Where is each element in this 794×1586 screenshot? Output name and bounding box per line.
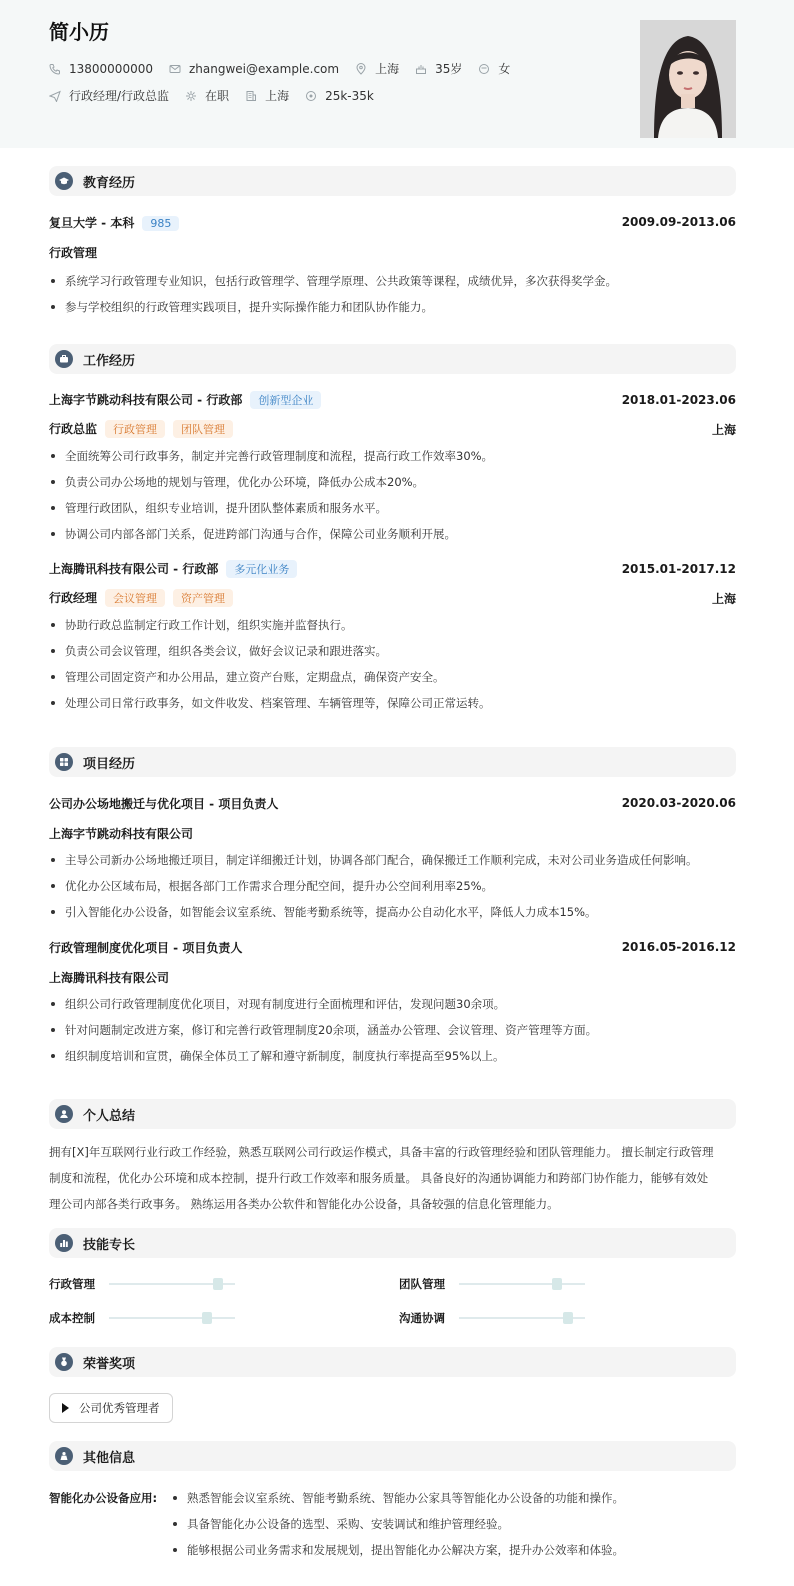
contact-row	[49, 60, 526, 77]
skill-bar	[109, 1317, 235, 1319]
company-tag: 创新型企业	[250, 391, 321, 409]
salary-text: 25k-35k	[325, 88, 374, 103]
project-company: 上海腾讯科技有限公司	[49, 970, 170, 985]
job-position: 行政经理	[49, 591, 98, 605]
project-name: 行政管理制度优化项目 - 项目负责人	[49, 940, 243, 955]
skill-name: 团队管理	[399, 1277, 445, 1291]
other-title: 其他信息	[83, 1450, 136, 1466]
play-icon	[62, 1403, 69, 1413]
education-date: 2009.09-2013.06	[621, 215, 736, 229]
phone-text: 13800000000	[69, 61, 153, 76]
user-icon	[55, 1105, 73, 1123]
skill-bar	[459, 1317, 585, 1319]
skill-item	[399, 1276, 585, 1292]
phone-icon	[49, 63, 61, 75]
status-item	[185, 87, 229, 104]
list-item: 优化办公区域布局，根据各部门工作需求合理分配空间，提升办公空间利用率25%。	[49, 873, 736, 899]
award-item[interactable]	[49, 1393, 173, 1423]
list-item: 具备智能化办公设备的选型、采购、安装调试和维护管理经验。	[171, 1511, 736, 1537]
skills-title: 技能专长	[83, 1237, 136, 1253]
projects-title: 项目经历	[83, 756, 136, 772]
other-section	[49, 1441, 736, 1563]
skill-item	[49, 1310, 235, 1326]
list-item: 系统学习行政管理专业知识，包括行政管理学、管理学原理、公共政策等课程，成绩优异，多次获得奖学金。	[49, 268, 736, 294]
age-item	[415, 60, 462, 77]
skill-tag: 会议管理	[105, 589, 165, 607]
company-tag: 多元化业务	[226, 560, 297, 578]
summary-title: 个人总结	[83, 1108, 136, 1124]
list-item: 处理公司日常行政事务，如文件收发、档案管理、车辆管理等，保障公司正常运转。	[49, 690, 736, 716]
list-item: 管理行政团队，组织专业培训，提升团队整体素质和服务水平。	[49, 495, 736, 521]
skill-name: 成本控制	[49, 1311, 95, 1325]
email-item	[169, 62, 339, 76]
summary-header	[49, 1099, 736, 1129]
work-header	[49, 344, 736, 374]
city-text: 上海	[375, 62, 400, 76]
award-text: 公司优秀管理者	[79, 1401, 160, 1415]
list-item: 针对问题制定改进方案，修订和完善行政管理制度20余项，涵盖办公管理、会议管理、资产管理等方面。	[49, 1017, 736, 1043]
education-section	[49, 166, 736, 320]
skill-tag: 资产管理	[173, 589, 233, 607]
list-item: 参与学校组织的行政管理实践项目，提升实际操作能力和团队协作能力。	[49, 294, 736, 320]
school-tag: 985	[142, 216, 179, 231]
candidate-name: 简小历	[49, 20, 109, 44]
skill-knob	[213, 1278, 223, 1290]
education-major: 行政管理	[49, 245, 98, 260]
job-intent-row	[49, 87, 390, 104]
list-item: 组织制度培训和宣贯，确保全体员工了解和遵守新制度，制度执行率提高至95%以上。	[49, 1043, 736, 1069]
other-content	[49, 1485, 736, 1563]
job-date: 2015.01-2017.12	[621, 562, 736, 576]
gear-icon	[185, 90, 197, 102]
project-date: 2020.03-2020.06	[621, 796, 736, 810]
summary-line: 制度和流程，优化办公环境和成本控制，提升行政工作效率和服务质量。 具备良好的沟通协调能力和跨部门协作能力，能够有效处	[49, 1171, 709, 1185]
send-icon	[49, 90, 61, 102]
skills-header	[49, 1228, 736, 1258]
job-entry	[49, 390, 736, 547]
work-title: 工作经历	[83, 353, 136, 369]
awards-section	[49, 1347, 736, 1423]
mail-icon	[169, 63, 181, 75]
list-item: 负责公司会议管理，组织各类会议，做好会议记录和跟进落实。	[49, 638, 736, 664]
education-title: 教育经历	[83, 175, 136, 191]
list-item: 主导公司新办公场地搬迁项目，制定详细搬迁计划，协调各部门配合，确保搬迁工作顺利完成，未对公司业务造成任何影响。	[49, 847, 736, 873]
gender-text: 女	[498, 62, 511, 76]
job-date: 2018.01-2023.06	[621, 393, 736, 407]
project-company: 上海字节跳动科技有限公司	[49, 826, 194, 841]
target-city-item	[245, 87, 289, 104]
education-header	[49, 166, 736, 196]
skill-item	[399, 1310, 585, 1326]
education-bullets	[49, 268, 736, 320]
puzzle-icon	[55, 1447, 73, 1465]
job-entry	[49, 559, 736, 716]
skill-name: 沟通协调	[399, 1311, 445, 1325]
list-item: 引入智能化办公设备，如智能会议室系统、智能考勤系统等，提高办公自动化水平，降低人力成本15%。	[49, 899, 736, 925]
work-section	[49, 344, 736, 716]
company-name: 上海腾讯科技有限公司 - 行政部	[49, 562, 219, 576]
grid-icon	[55, 753, 73, 771]
skills-section	[49, 1228, 736, 1338]
briefcase-icon	[55, 350, 73, 368]
bar-chart-icon	[55, 1234, 73, 1252]
awards-header	[49, 1347, 736, 1377]
target-job-item	[49, 87, 169, 104]
target-job-text: 行政经理/行政总监	[69, 89, 170, 103]
target-city-text: 上海	[265, 89, 290, 103]
projects-section	[49, 747, 736, 1069]
profile-photo	[640, 20, 736, 138]
skill-name: 行政管理	[49, 1277, 95, 1291]
skill-bar	[109, 1283, 235, 1285]
cake-icon	[415, 63, 427, 75]
summary-section	[49, 1099, 736, 1217]
summary-text	[49, 1139, 736, 1217]
job-location: 上海	[711, 591, 736, 606]
list-item: 全面统筹公司行政事务，制定并完善行政管理制度和流程，提高行政工作效率30%。	[49, 443, 736, 469]
job-location: 上海	[711, 422, 736, 437]
other-label: 智能化办公设备应用:	[49, 1491, 158, 1505]
list-item: 组织公司行政管理制度优化项目，对现有制度进行全面梳理和评估，发现问题30余项。	[49, 991, 736, 1017]
salary-item	[305, 89, 374, 103]
list-item: 协助行政总监制定行政工作计划，组织实施并监督执行。	[49, 612, 736, 638]
status-text: 在职	[205, 89, 230, 103]
projects-header	[49, 747, 736, 777]
building-icon	[245, 90, 257, 102]
list-item: 协调公司内部各部门关系，促进跨部门沟通与合作，保障公司业务顺利开展。	[49, 521, 736, 547]
graduation-cap-icon	[55, 172, 73, 190]
skill-bar	[459, 1283, 585, 1285]
skill-knob	[563, 1312, 573, 1324]
project-entry	[49, 793, 736, 925]
school-name: 复旦大学 - 本科	[49, 215, 135, 230]
gender-item	[478, 60, 510, 77]
list-item: 能够根据公司业务需求和发展规划，提出智能化办公解决方案，提升办公效率和体验。	[171, 1537, 736, 1563]
resume-header	[0, 0, 794, 148]
list-item: 负责公司办公场地的规划与管理，优化办公环境，降低办公成本20%。	[49, 469, 736, 495]
other-header	[49, 1441, 736, 1471]
list-item: 熟悉智能会议室系统、智能考勤系统、智能办公家具等智能化办公设备的功能和操作。	[171, 1485, 736, 1511]
project-date: 2016.05-2016.12	[621, 940, 736, 954]
skill-knob	[202, 1312, 212, 1324]
job-position: 行政总监	[49, 422, 98, 436]
project-entry	[49, 937, 736, 1069]
gender-icon	[478, 63, 490, 75]
awards-title: 荣誉奖项	[83, 1356, 136, 1372]
summary-line: 拥有[X]年互联网行业行政工作经验，熟悉互联网公司行政运作模式，具备丰富的行政管理经验和团队管理能力。 擅长制定行政管理	[49, 1145, 714, 1159]
skill-item	[49, 1276, 235, 1292]
skill-tag: 行政管理	[105, 420, 165, 438]
location-icon	[355, 63, 367, 75]
email-text: zhangwei@example.com	[188, 61, 340, 76]
phone-item	[49, 62, 153, 76]
skill-knob	[552, 1278, 562, 1290]
project-name: 公司办公场地搬迁与优化项目 - 项目负责人	[49, 796, 279, 811]
list-item: 管理公司固定资产和办公用品，建立资产台账，定期盘点，确保资产安全。	[49, 664, 736, 690]
city-item	[355, 60, 399, 77]
medal-icon	[55, 1353, 73, 1371]
summary-line: 理公司内部各类行政事务。 熟练运用各类办公软件和智能化办公设备，具备较强的信息化管理能力。	[49, 1197, 559, 1211]
company-name: 上海字节跳动科技有限公司 - 行政部	[49, 393, 243, 407]
coin-icon	[305, 90, 317, 102]
education-row	[49, 212, 736, 232]
age-text: 35岁	[435, 62, 463, 76]
skill-tag: 团队管理	[173, 420, 233, 438]
